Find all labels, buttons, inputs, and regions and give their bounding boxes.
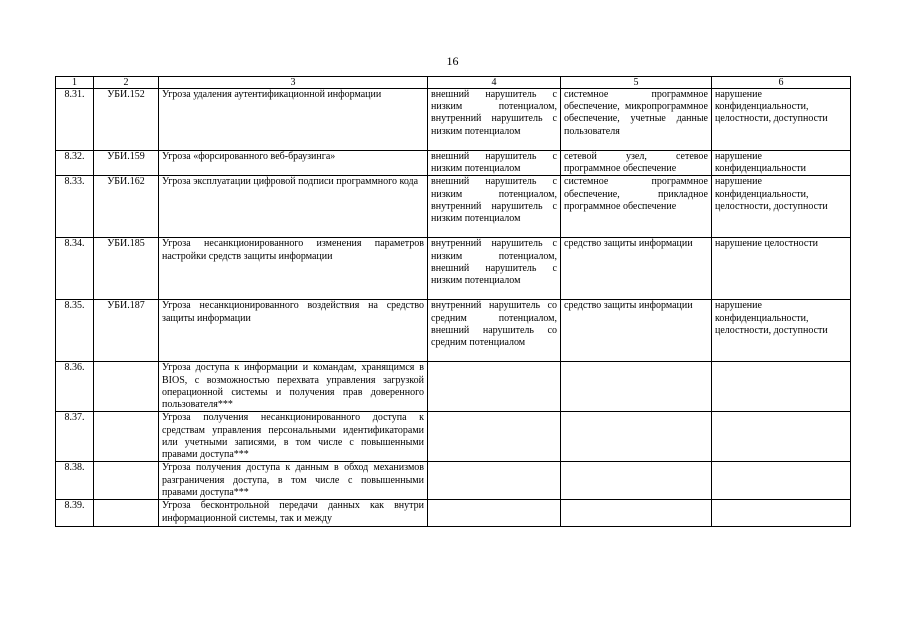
impact-object	[561, 412, 712, 462]
table-row	[56, 176, 851, 238]
threat-description: Угроза удаления аутентификационной информации	[159, 89, 428, 151]
table-row	[56, 151, 851, 176]
consequence	[712, 462, 851, 500]
threat-description: Угроза доступа к информации и командам, хранящимся в BIOS, с возможностью перехвата управления загрузкой операционной системы и получения прав доверенного пользователя***	[159, 362, 428, 412]
impact-object: средство защиты информации	[561, 238, 712, 300]
threat-description: Угроза получения несанкционированного доступа к средствам управления персональными идентификаторами или учетными записями, в том числе с повышенными правами доступа***	[159, 412, 428, 462]
threat-code: УБИ.152	[94, 89, 159, 151]
threats-table	[55, 76, 851, 527]
violator-type	[428, 362, 561, 412]
row-number: 8.34.	[56, 238, 94, 300]
violator-type	[428, 412, 561, 462]
threat-code: УБИ.162	[94, 176, 159, 238]
consequence	[712, 362, 851, 412]
table-row	[56, 412, 851, 462]
impact-object: системное программное обеспечение, прикладное программное обеспечение	[561, 176, 712, 238]
threat-description: Угроза несанкционированного изменения параметров настройки средств защиты информации	[159, 238, 428, 300]
table-row	[56, 238, 851, 300]
threat-code: УБИ.159	[94, 151, 159, 176]
row-number: 8.39.	[56, 500, 94, 527]
consequence	[712, 500, 851, 527]
consequence: нарушение конфиденциальности	[712, 151, 851, 176]
violator-type	[428, 462, 561, 500]
threat-code	[94, 362, 159, 412]
consequence: нарушение конфиденциальности, целостности, доступности	[712, 89, 851, 151]
threat-description: Угроза бесконтрольной передачи данных как внутри информационной системы, так и между	[159, 500, 428, 527]
consequence: нарушение конфиденциальности, целостности, доступности	[712, 176, 851, 238]
threat-code: УБИ.187	[94, 300, 159, 362]
impact-object	[561, 462, 712, 500]
column-number-header-row	[56, 77, 851, 89]
table-row	[56, 89, 851, 151]
threat-description: Угроза эксплуатации цифровой подписи программного кода	[159, 176, 428, 238]
violator-type: внешний нарушитель с низким потенциалом, внутренний нарушитель с низким потенциалом	[428, 89, 561, 151]
column-header: 2	[94, 77, 159, 89]
threat-code	[94, 500, 159, 527]
column-header: 3	[159, 77, 428, 89]
consequence: нарушение конфиденциальности, целостности, доступности	[712, 300, 851, 362]
column-header: 6	[712, 77, 851, 89]
violator-type	[428, 500, 561, 527]
row-number: 8.37.	[56, 412, 94, 462]
column-header: 4	[428, 77, 561, 89]
impact-object	[561, 500, 712, 527]
threat-description: Угроза «форсированного веб-браузинга»	[159, 151, 428, 176]
table-row	[56, 362, 851, 412]
violator-type: внутренний нарушитель со средним потенциалом, внешний нарушитель со средним потенциалом	[428, 300, 561, 362]
threat-code	[94, 462, 159, 500]
column-header: 5	[561, 77, 712, 89]
threat-description: Угроза несанкционированного воздействия на средство защиты информации	[159, 300, 428, 362]
violator-type: внутренний нарушитель с низким потенциалом, внешний нарушитель с низким потенциалом	[428, 238, 561, 300]
row-number: 8.33.	[56, 176, 94, 238]
violator-type: внешний нарушитель с низким потенциалом	[428, 151, 561, 176]
page-number: 16	[446, 54, 459, 68]
column-header: 1	[56, 77, 94, 89]
row-number: 8.38.	[56, 462, 94, 500]
consequence	[712, 412, 851, 462]
threat-code: УБИ.185	[94, 238, 159, 300]
table-row	[56, 300, 851, 362]
impact-object	[561, 362, 712, 412]
threat-description: Угроза получения доступа к данным в обход механизмов разграничения доступа, в том числе с повышенными правами доступа***	[159, 462, 428, 500]
violator-type: внешний нарушитель с низким потенциалом, внутренний нарушитель с низким потенциалом	[428, 176, 561, 238]
impact-object: системное программное обеспечение, микропрограммное обеспечение, учетные данные пользователя	[561, 89, 712, 151]
row-number: 8.32.	[56, 151, 94, 176]
row-number: 8.35.	[56, 300, 94, 362]
row-number: 8.31.	[56, 89, 94, 151]
consequence: нарушение целостности	[712, 238, 851, 300]
table-row	[56, 500, 851, 527]
row-number: 8.36.	[56, 362, 94, 412]
impact-object: средство защиты информации	[561, 300, 712, 362]
threat-code	[94, 412, 159, 462]
impact-object: сетевой узел, сетевое программное обеспечение	[561, 151, 712, 176]
table-row	[56, 462, 851, 500]
